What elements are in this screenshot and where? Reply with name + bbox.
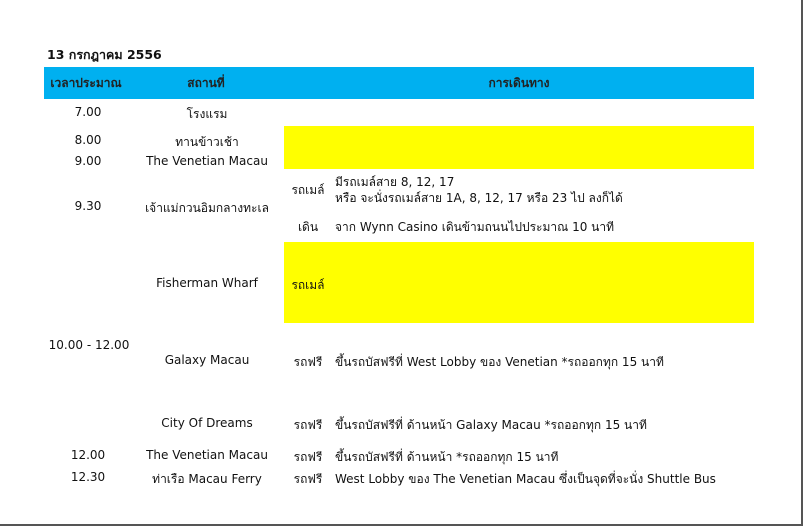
detail-cell: มีรถเมล์สาย 8, 12, 17 — [335, 175, 455, 189]
header-time: เวลาประมาณ — [50, 76, 122, 90]
detail-cell: หรือ จะนั่งรถเมล์สาย 1A, 8, 12, 17 หรือ 23 ไป ลงก็ได้ — [335, 191, 623, 205]
place-cell: ท่าเรือ Macau Ferry — [152, 472, 262, 486]
detail-cell: ขึ้นรถบัสฟรีที่ ด้านหน้า *รถออกทุก 15 นาที — [335, 450, 559, 464]
place-cell: City Of Dreams — [161, 416, 253, 430]
place-cell: The Venetian Macau — [146, 448, 268, 462]
detail-cell: ขึ้นรถบัสฟรีที่ ด้านหน้า Galaxy Macau *รถออกทุก 15 นาที — [335, 418, 647, 432]
mode-cell: รถเมล์ — [291, 183, 325, 197]
detail-cell: จาก Wynn Casino เดินข้ามถนนไปประมาณ 10 นาที — [335, 220, 615, 234]
mode-cell: เดิน — [297, 220, 319, 234]
mode-cell: รถฟรี — [293, 472, 323, 486]
time-cell: 8.00 — [74, 133, 102, 147]
mode-cell: รถฟรี — [293, 418, 323, 432]
page-title: 13 กรกฎาคม 2556 — [47, 47, 162, 62]
time-cell: 12.30 — [70, 470, 106, 484]
mode-cell: รถฟรี — [293, 355, 323, 369]
time-cell: 9.00 — [74, 154, 102, 168]
place-cell: Galaxy Macau — [164, 353, 250, 367]
detail-cell: West Lobby ของ The Venetian Macau ซึ่งเป็นจุดที่จะนั่ง Shuttle Bus — [335, 472, 716, 486]
detail-cell: ขึ้นรถบัสฟรีที่ West Lobby ของ Venetian *รถออกทุก 15 นาที — [335, 355, 664, 369]
highlight-fisherman — [284, 242, 754, 323]
place-cell: The Venetian Macau — [146, 154, 268, 168]
time-cell: 12.00 — [70, 448, 106, 462]
place-cell: Fisherman Wharf — [156, 276, 258, 290]
time-cell: 7.00 — [74, 105, 102, 119]
header-place: สถานที่ — [187, 76, 225, 90]
mode-cell: รถเมล์ — [291, 278, 325, 292]
time-cell: 10.00 - 12.00 — [48, 338, 130, 352]
header-route: การเดินทาง — [488, 76, 550, 90]
place-cell: โรงแรม — [186, 107, 228, 121]
mode-cell: รถฟรี — [293, 450, 323, 464]
place-cell: เจ้าแม่กวนอิมกลางทะเล — [145, 201, 269, 215]
place-cell: ทานข้าวเช้า — [175, 135, 239, 149]
table-header — [44, 67, 754, 99]
time-cell: 9.30 — [74, 199, 102, 213]
highlight-breakfast — [284, 126, 754, 169]
